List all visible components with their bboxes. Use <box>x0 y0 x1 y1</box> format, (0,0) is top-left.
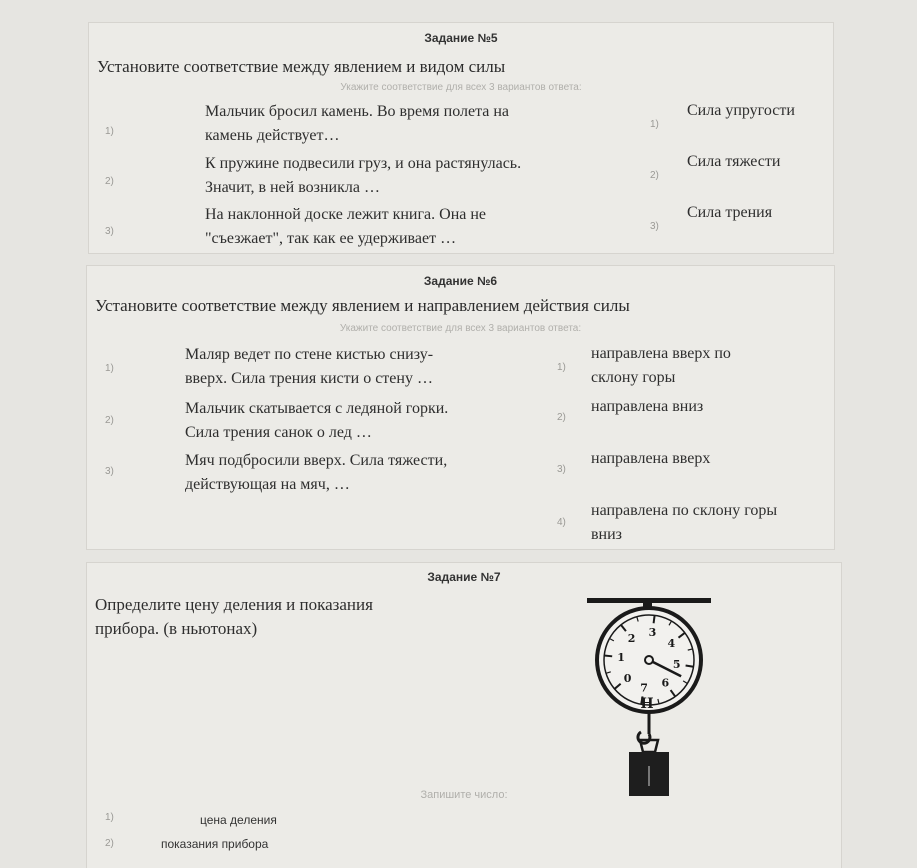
dial-tick <box>654 615 655 623</box>
task7-question-line2: прибора. (в ньютонах) <box>95 619 258 638</box>
task5-panel <box>88 22 834 254</box>
task6-right-num-3: 3) <box>557 464 566 475</box>
task5-right-item-3[interactable]: Сила трения <box>687 204 773 221</box>
task6-left-item-1-line1: Маляр ведет по стене кистью снизу- <box>185 346 434 363</box>
task7-answer-num-2: 2) <box>105 838 114 849</box>
dial-tick <box>604 656 612 657</box>
task5-right-num-3: 3) <box>650 221 659 232</box>
task5-left-item-2-line2: Значит, в ней возникла … <box>205 179 380 196</box>
task7-question-line1: Определите цену деления и показания <box>95 595 373 614</box>
task7-heading: Задание №7 <box>427 570 501 584</box>
task6-left-item-2-line1: Мальчик скатывается с ледяной горки. <box>185 400 449 417</box>
task6-left-item-3-line2: действующая на мяч, … <box>185 476 350 493</box>
task5-left-item-2-line1: К пружине подвесили груз, и она растянулась. <box>205 155 522 172</box>
task6-right-num-1: 1) <box>557 362 566 373</box>
task6-right-item-1-line2: склону горы <box>591 369 676 386</box>
task5-right-item-2[interactable]: Сила тяжести <box>687 153 781 170</box>
task7-question <box>95 593 373 641</box>
task5-left-num-3: 3) <box>105 226 114 237</box>
task6-right-item-4[interactable] <box>591 499 777 547</box>
task7-answer-label-2[interactable]: показания прибора <box>161 837 269 851</box>
task6-left-num-1: 1) <box>105 363 114 374</box>
task5-right-item-1[interactable]: Сила упругости <box>687 102 795 119</box>
dial-scale-label: 5 <box>672 658 681 672</box>
dynamometer-figure <box>577 588 737 818</box>
task5-left-item-3[interactable] <box>205 203 486 251</box>
task6-left-item-1-line2: вверх. Сила трения кисти о стену … <box>185 370 433 387</box>
task7-answer-num-1: 1) <box>105 812 114 823</box>
task5-hint: Укажите соответствие для всех 3 вариантов ответа: <box>340 82 582 93</box>
dial-unit-label: Н <box>640 696 654 712</box>
dial-scale-label: 4 <box>667 637 676 651</box>
task6-right-item-1[interactable] <box>591 342 731 390</box>
task6-left-item-2[interactable] <box>185 397 448 445</box>
task6-heading: Задание №6 <box>423 274 498 288</box>
task7-answer-label-1[interactable]: цена деления <box>200 813 277 827</box>
dial-scale-label: 3 <box>648 626 657 640</box>
task6-left-item-3-line1: Мяч подбросили вверх. Сила тяжести, <box>185 452 448 469</box>
task6-left-item-2-line2: Сила трения санок о лед … <box>185 424 372 441</box>
task5-left-num-2: 2) <box>105 176 114 187</box>
task6-hint: Укажите соответствие для всех 3 вариантов ответа: <box>339 323 582 334</box>
task6-question: Установите соответствие между явлением и направлением действия силы <box>95 296 630 315</box>
task5-left-item-1-line2: камень действует… <box>205 127 340 144</box>
task6-right-num-2: 2) <box>557 412 566 423</box>
task5-left-item-1[interactable] <box>205 100 509 148</box>
task5-left-num-1: 1) <box>105 126 114 137</box>
dial-tick <box>686 666 694 667</box>
dial-scale-label: 2 <box>627 632 636 646</box>
task6-left-item-3[interactable] <box>185 449 447 497</box>
task5-right-num-2: 2) <box>650 170 659 181</box>
task5-question: Установите соответствие между явлением и видом силы <box>97 57 506 76</box>
task6-left-num-3: 3) <box>105 466 114 477</box>
task6-left-item-1[interactable] <box>185 343 433 391</box>
task5-heading: Задание №5 <box>424 31 498 45</box>
task5-left-item-3-line2: "съезжает", так как ее удерживает … <box>205 230 457 247</box>
task5-left-item-1-line1: Мальчик бросил камень. Во время полета на <box>205 103 510 120</box>
task6-right-num-4: 4) <box>557 517 566 528</box>
task6-left-num-2: 2) <box>105 415 114 426</box>
task6-right-item-3[interactable]: направлена вверх <box>591 450 711 467</box>
task6-right-item-4-line2: вниз <box>591 526 622 543</box>
task6-panel <box>86 265 835 550</box>
dial-scale-label: 6 <box>661 676 670 690</box>
hook-icon <box>638 712 650 743</box>
task5-left-item-3-line1: На наклонной доске лежит книга. Она не <box>205 206 487 223</box>
task6-right-item-4-line1: направлена по склону горы <box>591 502 778 519</box>
task6-right-item-2[interactable]: направлена вниз <box>591 398 704 415</box>
task6-right-item-1-line1: направлена вверх по <box>591 345 731 362</box>
dial-scale-label: 7 <box>640 681 648 695</box>
task5-right-num-1: 1) <box>650 119 659 130</box>
task7-panel <box>86 562 842 868</box>
dial-center-pin <box>645 656 653 664</box>
task7-write-hint: Запишите число: <box>420 789 508 801</box>
dial-scale-label: 0 <box>623 671 632 685</box>
dial-scale-label: 1 <box>617 651 625 665</box>
task5-left-item-2[interactable] <box>205 152 521 200</box>
